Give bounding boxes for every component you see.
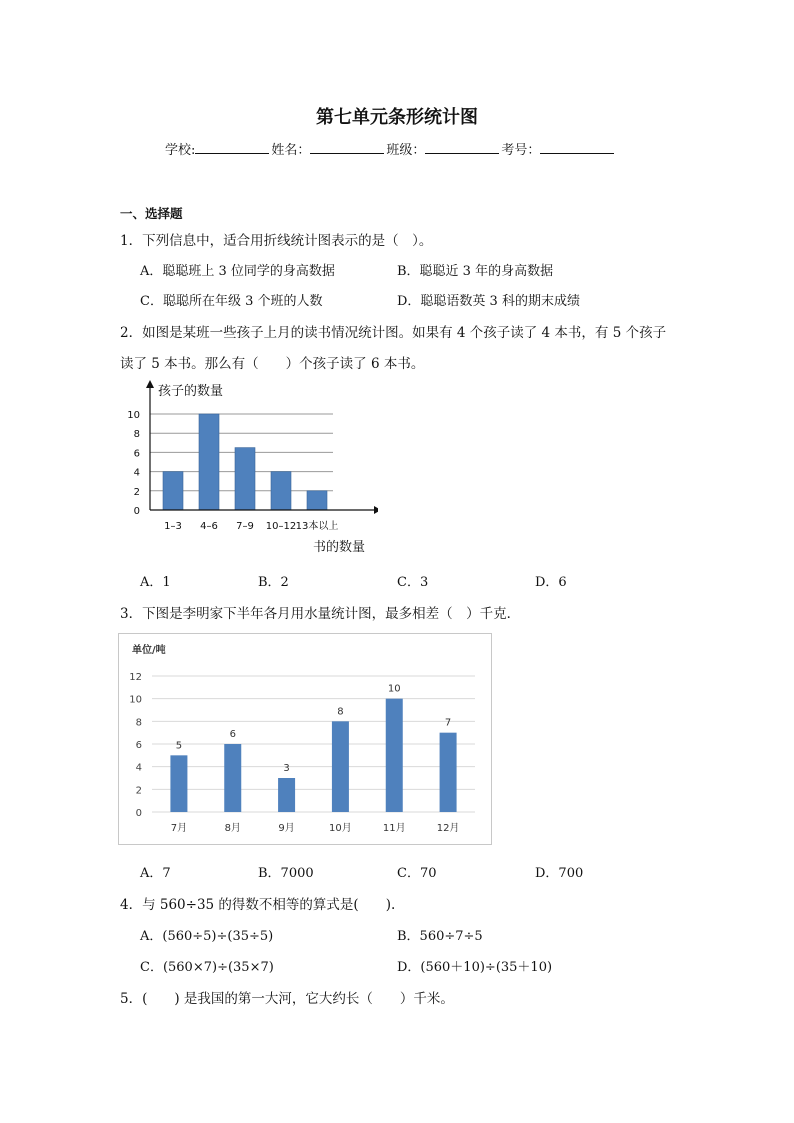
- question-2-stem-line1: 2．如图是某班一些孩子上月的读书情况统计图。如果有 4 个孩子读了 4 本书，有 5 个孩子: [120, 325, 667, 341]
- question-1-option-c[interactable]: C．聪聪所在年级 3 个班的人数: [140, 294, 323, 309]
- chart1-bar: [235, 448, 255, 510]
- question-3-stem: 3．下图是李明家下半年各月用水量统计图，最多相差（ ）千克．: [120, 606, 521, 622]
- chart1-y-tick-label: 6: [133, 448, 140, 460]
- chart2-x-tick-label: 9月: [278, 823, 295, 834]
- question-1-option-d[interactable]: D．聪聪语数英 3 科的期末成绩: [397, 294, 580, 309]
- chart1-y-arrow: [146, 380, 154, 388]
- chart1-bars: [163, 414, 327, 510]
- question-2-option-a[interactable]: A．1: [140, 575, 171, 590]
- chart1-bar: [307, 491, 327, 510]
- chart2-x-tick-label: 7月: [170, 823, 188, 834]
- chart1-bar: [199, 414, 219, 510]
- question-3-option-b[interactable]: B．7000: [258, 866, 314, 881]
- chart1-x-tick-label: 7–9: [236, 521, 254, 532]
- class-label: 班级：: [386, 143, 426, 158]
- chart2-data-label: 8: [337, 706, 344, 718]
- chart2-data-label: 7: [444, 717, 452, 729]
- chart1-y-tick-labels: [127, 410, 140, 517]
- chart2-y-tick-label: 10: [129, 694, 142, 706]
- class-blank[interactable]: [425, 141, 499, 154]
- water-usage-bar-chart: [118, 633, 493, 846]
- question-2-option-d[interactable]: D．6: [535, 575, 567, 590]
- name-label: 姓名：: [271, 143, 311, 158]
- question-3-option-d[interactable]: D．700: [535, 866, 584, 881]
- chart2-data-label: 3: [283, 763, 290, 774]
- chart1-y-tick-label: 2: [133, 486, 140, 498]
- chart1-y-axis-label: 孩子的数量: [158, 384, 224, 399]
- chart1-bar: [271, 472, 291, 510]
- chart2-x-tick-label: 10月: [329, 823, 352, 834]
- school-label: 学校:: [165, 143, 196, 158]
- question-3-option-a[interactable]: A．7: [140, 866, 171, 881]
- chart2-bar: [170, 755, 187, 812]
- chart2-bar: [440, 733, 457, 812]
- chart2-bar: [278, 778, 295, 812]
- school-blank[interactable]: [195, 141, 269, 154]
- chart2-y-tick-label: 0: [135, 808, 142, 819]
- chart1-x-tick-label: 13本以上: [295, 521, 339, 532]
- chart1-x-tick-label: 4–6: [200, 521, 218, 532]
- chart2-x-tick-label: 12月: [436, 823, 460, 834]
- question-1-stem: 1．下列信息中，适合用折线统计图表示的是（ ）。: [120, 233, 433, 249]
- chart1-x-axis-label: 书的数量: [313, 540, 366, 555]
- chart2-data-label: 5: [175, 740, 183, 752]
- chart1-y-tick-label: 8: [133, 429, 140, 441]
- page-title: 第七单元条形统计图: [316, 107, 478, 128]
- question-3-option-c[interactable]: C．70: [397, 866, 437, 881]
- number-label: 考号：: [501, 143, 541, 158]
- student-info-line: [165, 139, 616, 158]
- chart2-x-tick-label: 11月: [382, 823, 406, 834]
- chart1-y-tick-label: 4: [133, 467, 140, 479]
- chart2-unit-label: 单位/吨: [132, 645, 166, 656]
- section-heading: 一、选择题: [120, 206, 183, 221]
- question-1-option-b[interactable]: B．聪聪近 3 年的身高数据: [397, 264, 554, 279]
- chart2-data-label: 6: [229, 729, 236, 740]
- chart2-bar: [224, 744, 241, 812]
- chart1-x-arrow: [374, 506, 378, 514]
- reading-bar-chart: [118, 376, 378, 560]
- question-2-option-c[interactable]: C．3: [397, 575, 429, 590]
- chart2-y-tick-label: 2: [135, 785, 142, 797]
- chart2-x-tick-label: 8月: [224, 823, 241, 834]
- question-2-stem-line2: 读了 5 本书。那么有（ ）个孩子读了 6 本书。: [120, 356, 425, 372]
- chart1-x-tick-labels: [164, 519, 338, 532]
- question-4-option-d[interactable]: D．(560＋10)÷(35＋10): [397, 960, 553, 975]
- question-2-option-b[interactable]: B．2: [258, 575, 289, 590]
- question-4-stem: 4．与 560÷35 的得数不相等的算式是( ).: [120, 897, 396, 913]
- chart2-bar: [386, 699, 403, 812]
- chart2-bar: [332, 721, 349, 812]
- question-4-option-c[interactable]: C．(560×7)÷(35×7): [140, 960, 274, 975]
- chart1-x-tick-label: 10–12: [265, 521, 297, 532]
- chart1-y-tick-label: 10: [127, 410, 140, 421]
- chart2-frame: [119, 634, 492, 845]
- question-1-option-a[interactable]: A．聪聪班上 3 位同学的身高数据: [140, 264, 335, 279]
- chart1-x-tick-label: 1–3: [164, 521, 182, 532]
- chart1-y-tick-label: 0: [133, 506, 140, 517]
- question-4-option-b[interactable]: B．560÷7÷5: [397, 929, 483, 944]
- chart1-bar: [163, 472, 183, 510]
- question-4-option-a[interactable]: A．(560÷5)÷(35÷5): [140, 929, 274, 944]
- chart2-y-tick-label: 12: [129, 672, 142, 683]
- chart2-y-tick-label: 6: [135, 740, 142, 751]
- chart2-y-tick-label: 8: [135, 717, 142, 729]
- name-blank[interactable]: [310, 141, 384, 154]
- number-blank[interactable]: [540, 141, 614, 154]
- question-5-stem: 5．( ) 是我国的第一大河，它大约长（ ）千米。: [120, 991, 454, 1007]
- chart2-y-tick-label: 4: [135, 762, 142, 774]
- chart2-data-label: 10: [387, 683, 401, 695]
